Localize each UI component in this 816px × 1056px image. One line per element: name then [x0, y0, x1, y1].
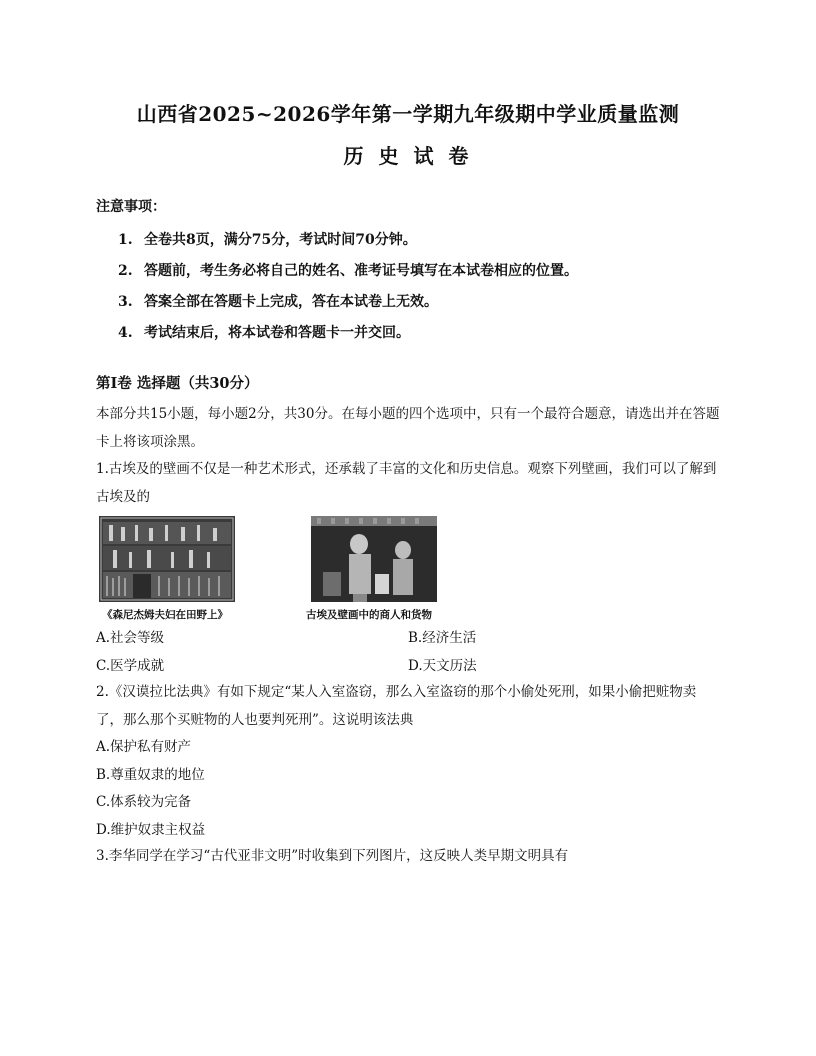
q2-option-b[interactable]: B.尊重奴隶的地位: [96, 767, 205, 783]
question-1-stem: 1.古埃及的壁画不仅是一种艺术形式，还承载了丰富的文化和历史信息。观察下列壁画，我们可以了解到古埃及的: [96, 461, 717, 505]
notice-item: [118, 290, 578, 321]
section-heading: 第Ⅰ卷 选择题（共30分）: [96, 375, 259, 392]
notice-item-number: 2.: [118, 263, 133, 279]
q2-option-c[interactable]: C.体系较为完备: [96, 794, 192, 810]
section-intro: 本部分共15小题，每小题2分，共30分。在每小题的四个选项中，只有一个最符合题意，请选出并在答题卡上将该项涂黑。: [96, 406, 720, 450]
q1-option-d[interactable]: D.天文历法: [408, 658, 477, 674]
notice-item-number: 3.: [118, 294, 133, 310]
figure-2-caption: 古埃及壁画中的商人和货物: [306, 609, 432, 621]
q2-option-d[interactable]: D.维护奴隶主权益: [96, 822, 206, 838]
figure-1-caption: 《森尼杰姆夫妇在田野上》: [102, 609, 228, 621]
q1-option-b[interactable]: B.经济生活: [408, 630, 477, 646]
notice-item: [118, 321, 578, 352]
exam-title: 山西省2025~2026学年第一学期九年级期中学业质量监测: [136, 102, 680, 126]
notice-item-text: 全卷共8页，满分75分，考试时间70分钟。: [144, 232, 417, 248]
notice-item: [118, 228, 578, 259]
notice-item-text: 答案全部在答题卡上完成，答在本试卷上无效。: [144, 294, 438, 310]
notice-item-text: 考试结束后，将本试卷和答题卡一并交回。: [144, 325, 410, 341]
mural-image-field: [99, 516, 235, 602]
notice-item-text: 答题前，考生务必将自己的姓名、准考证号填写在本试卷相应的位置。: [144, 263, 578, 279]
notice-heading: 注意事项：: [96, 199, 166, 215]
question-3-stem: 3.李华同学在学习“古代亚非文明”时收集到下列图片，这反映人类早期文明具有: [96, 848, 569, 864]
q1-option-c[interactable]: C.医学成就: [96, 658, 165, 674]
mural-image-merchant: [311, 516, 437, 602]
q2-option-a[interactable]: A.保护私有财产: [96, 739, 192, 755]
notice-list: [118, 228, 578, 352]
question-2-stem: 2.《汉谟拉比法典》有如下规定“某人入室盗窃，那么入室盗窃的那个小偷处死刑，如果小偷把赃物卖了，那么那个买赃物的人也要判死刑”。这说明该法典: [96, 684, 697, 728]
notice-item-number: 1.: [118, 232, 133, 248]
exam-subtitle: 历 史 试 卷: [343, 144, 473, 168]
notice-item: [118, 259, 578, 290]
notice-item-number: 4.: [118, 325, 133, 341]
q1-option-a[interactable]: A.社会等级: [96, 630, 165, 646]
